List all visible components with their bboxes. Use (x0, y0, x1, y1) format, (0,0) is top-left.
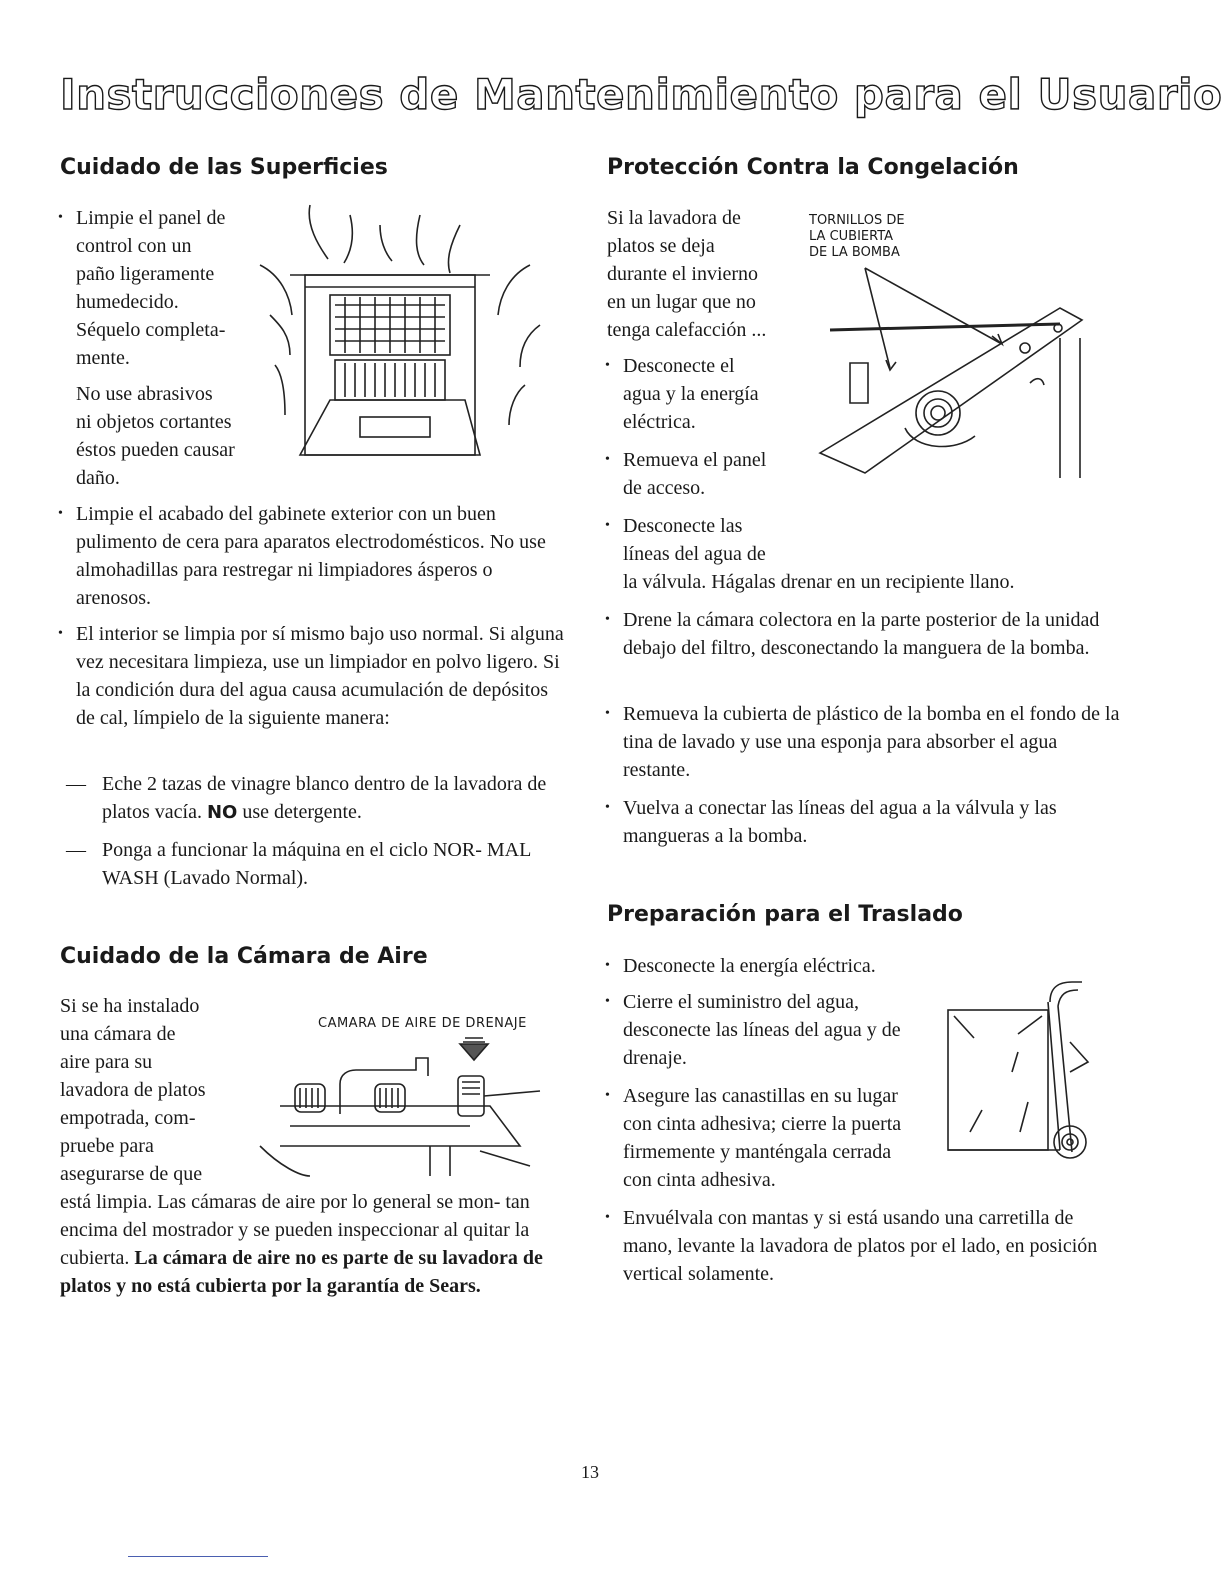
freeze-intro: Si la lavadora de platos se deja durante el invierno en un lugar que no tenga calefacción ... (607, 207, 767, 341)
air-gap-text: está limpia. Las cámaras de aire por lo general se mon- tan encima del mostrador y se pueden inspeccionar al quitar la cubierta. La cámara de aire no es parte de su lavadora de platos y no está cubierta por la garantía de Sears. (60, 1191, 543, 1297)
freeze-bullet-2: • Remueva el panel de acceso. (605, 446, 823, 502)
surfaces-bullet-2: • Limpie el acabado del gabinete exterior con un buen pulimento de cera para aparatos electrodomésticos. No use almohadillas para restregar ni limpiadores ásperos o arenosos. (58, 500, 571, 612)
hand-truck-illustration (940, 982, 1090, 1172)
moving-bullet-4: • Envuélvala con mantas y si está usando una carretilla de mano, levante la lavadora de platos por el lado, en posición vertical solamente. (605, 1204, 1123, 1288)
freeze-bullet-3: • Desconecte las líneas del agua de la válvula. Hágalas drenar en un recipiente llano. (605, 512, 1123, 596)
pump-illustration (820, 268, 1100, 488)
faucet-air-gap-illustration (240, 1036, 540, 1176)
moving-bullet-2: • Cierre el suministro del agua, desconecte las líneas del agua y de drenaje. (605, 988, 953, 1072)
surfaces-dash-2: — Ponga a funcionar la máquina en el ciclo NOR- MAL WASH (Lavado Normal). (66, 836, 577, 892)
air-gap-label: CAMARA DE AIRE DE DRENAJE (318, 1016, 527, 1031)
air-gap-intro: Si se ha instalado una cámara de aire para su lavadora de platos empotrada, com- pruebe para asegurarse de que (60, 995, 206, 1185)
freeze-bullet-1: • Desconecte el agua y la energía eléctrica. (605, 352, 823, 436)
page-number: 13 (581, 1462, 599, 1482)
surfaces-bullet-3: • El interior se limpia por sí mismo bajo uso normal. Si alguna vez necesitara limpieza, use un limpiador en polvo ligero. Si la condición dura del agua causa acumulación de depósitos de cal, límpielo de la siguiente manera: (58, 620, 571, 732)
surfaces-dash-1: — Eche 2 tazas de vinagre blanco dentro de la lavadora de platos vacía. NO use detergente. (66, 770, 577, 827)
dishwasher-illustration (250, 205, 550, 485)
air-gap-heading: Cuidado de la Cámara de Aire (60, 944, 428, 969)
moving-heading: Preparación para el Traslado (607, 902, 963, 927)
moving-bullet-3: • Asegure las canastillas en su lugar con cinta adhesiva; cierre la puerta firmemente y manténgala cerrada con cinta adhesiva. (605, 1082, 953, 1194)
surfaces-bullet-1-continued: No use abrasivos ni objetos cortantes éstos pueden causar daño. (76, 383, 235, 489)
freeze-bullet-6: • Vuelva a conectar las líneas del agua a la válvula y las mangueras a la bomba. (605, 794, 1123, 850)
freeze-bullet-4: • Drene la cámara colectora en la parte posterior de la unidad debajo del filtro, desconectando la manguera de la bomba. (605, 606, 1123, 662)
footer-rule (128, 1556, 268, 1557)
surfaces-heading: Cuidado de las Superficies (60, 155, 388, 180)
pump-cover-screws-label: TORNILLOS DE LA CUBIERTA DE LA BOMBA (809, 213, 905, 260)
freeze-bullet-5: • Remueva la cubierta de plástico de la bomba en el fondo de la tina de lavado y use una esponja para absorber el agua restante. (605, 700, 1123, 784)
surfaces-bullet-1: • Limpie el panel de control con un paño ligeramente humedecido. Séquelo completa- mente. (58, 204, 306, 372)
freeze-heading: Protección Contra la Congelación (607, 155, 1019, 180)
page-title: Instrucciones de Mantenimiento para el Usuario (60, 70, 1223, 119)
moving-bullet-1: • Desconecte la energía eléctrica. (605, 952, 1123, 980)
